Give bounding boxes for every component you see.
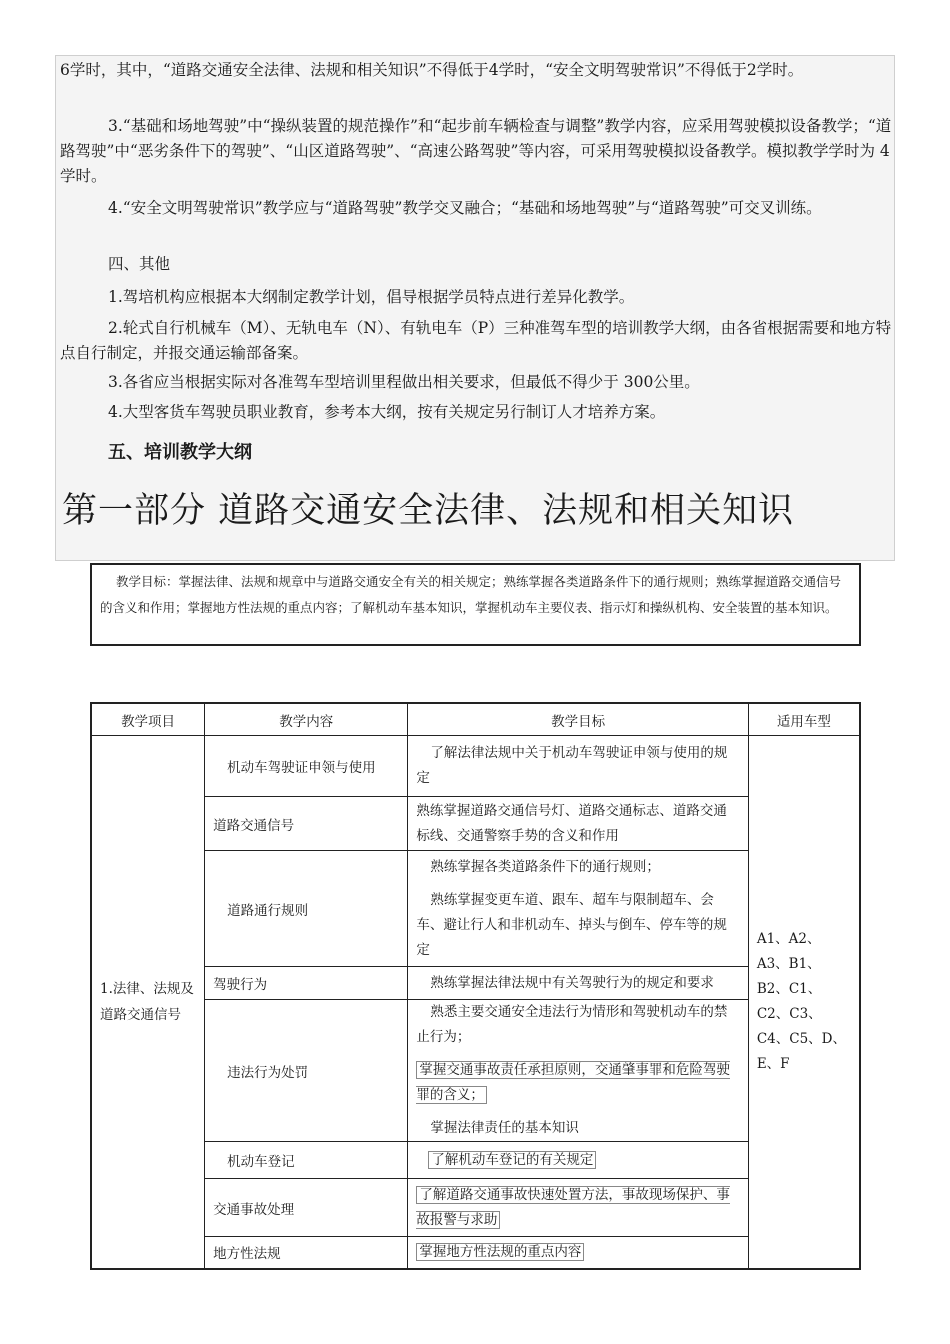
teaching-outline-table bbox=[90, 702, 861, 1270]
section-heading: 五、培训教学大纲 bbox=[108, 442, 252, 463]
table-row bbox=[91, 1179, 860, 1237]
target-text: 熟练掌握道路交通信号灯、道路交通标志、道路交通标线、交通警察手势的含义和作用 bbox=[416, 802, 727, 844]
target-cell bbox=[408, 736, 748, 797]
vehicle-cell: A1、A2、A3、B1、B2、C1、C2、C3、C4、C5、D、E、F bbox=[748, 736, 860, 1269]
paragraph: 4.“安全文明驾驶常识”教学应与“道路驾驶”教学交叉融合；“基础和场地驾驶”与“道路驾驶”可交叉训练。 bbox=[108, 199, 822, 217]
table-row bbox=[91, 797, 860, 851]
table-row bbox=[91, 851, 860, 967]
header-item: 教学项目 bbox=[91, 703, 205, 736]
header-vehicle: 适用车型 bbox=[748, 703, 860, 736]
header-target: 教学目标 bbox=[408, 703, 748, 736]
content-cell: 地方性法规 bbox=[205, 1237, 408, 1269]
target-text: 掌握法律责任的基本知识 bbox=[430, 1120, 579, 1136]
content-cell: 驾驶行为 bbox=[205, 967, 408, 1000]
paragraph: 4.大型客货车驾驶员职业教育，参考本大纲，按有关规定另行制订人才培养方案。 bbox=[108, 403, 666, 421]
table-row bbox=[91, 967, 860, 1000]
paragraph: 2.轮式自行机械车（M）、无轨电车（N）、有轨电车（P）三种准驾车型的培训教学大纲，由各省根据需要和地方特点自行制定，并报交通运输部备案。 bbox=[60, 319, 892, 362]
target-text: 熟练掌握法律法规中有关驾驶行为的规定和要求 bbox=[430, 974, 714, 991]
target-text: 掌握交通事故责任承担原则，交通肇事罪和危险驾驶罪的含义； bbox=[416, 1062, 730, 1103]
table-row bbox=[91, 1000, 860, 1142]
target-text: 了解道路交通事故快速处置方法，事故现场保护、事故报警与求助 bbox=[416, 1186, 730, 1228]
table-row bbox=[91, 1142, 860, 1179]
content-cell: 违法行为处罚 bbox=[205, 1000, 408, 1142]
teaching-item-cell: 1.法律、法规及道路交通信号 bbox=[91, 736, 205, 1269]
header-content: 教学内容 bbox=[205, 703, 408, 736]
content-cell: 机动车驾驶证申领与使用 bbox=[205, 736, 408, 797]
target-cell bbox=[408, 1179, 748, 1237]
content-cell: 道路交通信号 bbox=[205, 797, 408, 851]
content-cell: 交通事故处理 bbox=[205, 1179, 408, 1237]
target-cell bbox=[408, 967, 748, 1000]
target-text: 了解法律法规中关于机动车驾驶证申领与使用的规定 bbox=[416, 745, 728, 786]
target-text: 了解机动车登记的有关规定 bbox=[416, 1148, 739, 1173]
teaching-objective-box bbox=[90, 563, 861, 646]
table-row bbox=[91, 1237, 860, 1269]
paragraph: 6学时，其中，“道路交通安全法律、法规和相关知识”不得低于4学时，“安全文明驾驶常识”不得低于2学时。 bbox=[60, 61, 804, 79]
target-cell bbox=[408, 797, 748, 851]
table-row bbox=[91, 736, 860, 797]
content-cell: 道路通行规则 bbox=[205, 851, 408, 967]
target-text: 熟悉主要交通安全违法行为情形和驾驶机动车的禁止行为； bbox=[416, 1004, 728, 1045]
section-heading-other: 四、其他 bbox=[108, 255, 171, 273]
target-text: 熟练掌握变更车道、跟车、超车与限制超车、会车、避让行人和非机动车、掉头与倒车、停车等的规定 bbox=[416, 891, 727, 958]
target-text: 掌握地方性法规的重点内容 bbox=[416, 1240, 739, 1265]
target-cell bbox=[408, 1237, 748, 1269]
paragraph: 3.“基础和场地驾驶”中“操纵装置的规范操作”和“起步前车辆检查与调整”教学内容，应采用驾驶模拟设备教学；“道路驾驶”中“恶劣条件下的驾驶”、“山区道路驾驶”、“高速公路驾驶”等内容，可采用驾驶模拟设备教学。模拟教学学时为 4学时。 bbox=[60, 117, 892, 185]
upper-text-panel bbox=[55, 55, 895, 561]
target-text: 熟练掌握各类道路条件下的通行规则； bbox=[430, 858, 660, 875]
target-cell bbox=[408, 851, 748, 967]
target-cell bbox=[408, 1000, 748, 1142]
part-title: 第一部分 道路交通安全法律、法规和相关知识 bbox=[62, 491, 795, 531]
paragraph: 3.各省应当根据实际对各准驾车型培训里程做出相关要求，但最低不得少于 300公里。 bbox=[108, 373, 700, 391]
content-cell: 机动车登记 bbox=[205, 1142, 408, 1179]
teaching-objective-text: 教学目标：掌握法律、法规和规章中与道路交通安全有关的相关规定；熟练掌握各类道路条件下的通行规则；熟练掌握道路交通信号的含义和作用；掌握地方性法规的重点内容；了解机动车基本知识，掌握机动车主要仪表、指示灯和操纵机构、安全装置的基本知识。 bbox=[100, 574, 842, 615]
paragraph: 1.驾培机构应根据本大纲制定教学计划，倡导根据学员特点进行差异化教学。 bbox=[108, 288, 635, 306]
target-cell bbox=[408, 1142, 748, 1179]
table-header-row bbox=[91, 703, 860, 736]
